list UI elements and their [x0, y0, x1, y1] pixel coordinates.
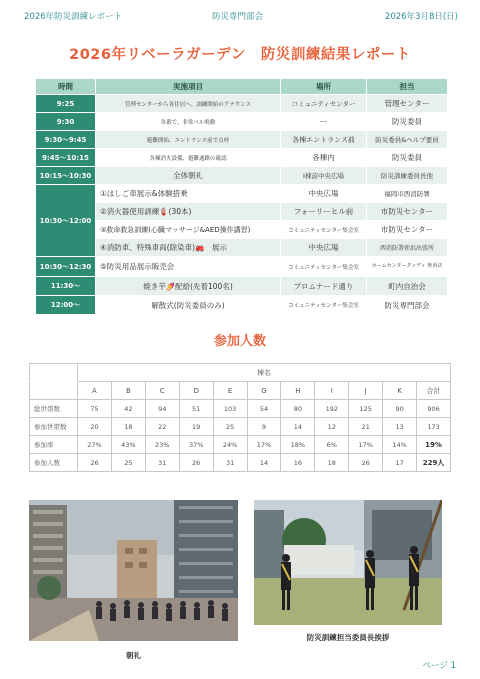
value-cell: 27%: [78, 436, 112, 454]
schedule-table: [35, 78, 448, 315]
value-cell: 37%: [179, 436, 213, 454]
column-header: K: [383, 382, 417, 400]
photo-caption-assembly: 朝礼: [126, 651, 141, 660]
participants-table: [29, 363, 451, 472]
column-header: A: [78, 382, 112, 400]
column-header: C: [145, 382, 179, 400]
value-cell: 31: [213, 454, 247, 472]
column-header: B: [111, 382, 145, 400]
value-cell: 906: [417, 400, 451, 418]
photo-caption-greeting: 防災訓練担当委員長挨拶: [306, 633, 390, 642]
corner-cell: [30, 364, 78, 382]
schedule-charge: 市防災センター: [367, 221, 448, 239]
value-cell: 54: [247, 400, 281, 418]
value-cell: 21: [349, 418, 383, 436]
value-cell: 14%: [383, 436, 417, 454]
table-row: [30, 400, 451, 418]
table-row: [36, 277, 448, 296]
table-row: [36, 131, 448, 149]
value-cell: 6%: [315, 436, 349, 454]
value-cell: 9: [247, 418, 281, 436]
page-number: ページ 1: [422, 661, 456, 671]
schedule-time: 12:00～: [36, 296, 96, 315]
table-row: [36, 296, 448, 315]
value-cell: 103: [213, 400, 247, 418]
column-header: G: [247, 382, 281, 400]
schedule-charge: 防災委員&ヘルプ要員: [367, 131, 448, 149]
schedule-charge: 市防災センター: [367, 203, 448, 221]
value-cell: 12: [315, 418, 349, 436]
value-cell: 26: [179, 454, 213, 472]
value-cell: 94: [145, 400, 179, 418]
value-cell: 19: [179, 418, 213, 436]
schedule-time: 9:30: [36, 113, 96, 131]
schedule-item: ②消火器使用訓練🧯(30本): [96, 203, 281, 221]
schedule-place: 中央広場: [281, 239, 367, 257]
chairperson-greeting-photo: [254, 500, 442, 625]
table-row: [30, 364, 451, 382]
participants-title: 参加人数: [213, 334, 266, 349]
row-label: 総世帯数: [30, 400, 78, 418]
value-cell: 80: [281, 400, 315, 418]
schedule-item: 管理センターから各住居へ、訓練開始のアナウンス: [96, 95, 281, 113]
value-cell: 42: [111, 400, 145, 418]
morning-assembly-photo: [29, 500, 238, 641]
schedule-item: 各番で、非常ベル鳴動: [96, 113, 281, 131]
page-header: [0, 10, 480, 24]
schedule-charge: ホームセンターグッディ 姪浜店: [367, 257, 448, 277]
schedule-time: 9:45～10:15: [36, 149, 96, 167]
schedule-place: フォーリーヒル前: [281, 203, 367, 221]
value-cell: 192: [315, 400, 349, 418]
schedule-place: プロムナード通り: [281, 277, 367, 296]
table-row: [36, 167, 448, 185]
value-cell: 31: [145, 454, 179, 472]
label-header: [30, 382, 78, 400]
table-row: [36, 239, 448, 257]
table-row: [30, 436, 451, 454]
value-cell: 26: [349, 454, 383, 472]
schedule-item: 各棟消火設備、避難通路の確認: [96, 149, 281, 167]
column-header: 合計: [417, 382, 451, 400]
value-cell: 75: [78, 400, 112, 418]
schedule-charge: 防災訓練委員長他: [367, 167, 448, 185]
value-cell: 90: [383, 400, 417, 418]
schedule-item: 避難開始、エントランス前で点呼: [96, 131, 281, 149]
value-cell: 43%: [111, 436, 145, 454]
value-cell: 14: [247, 454, 281, 472]
column-header: E: [213, 382, 247, 400]
schedule-item: 焼き芋🍠配給(先着100名): [96, 277, 281, 296]
value-cell: 19%: [417, 436, 451, 454]
value-cell: 24%: [213, 436, 247, 454]
report-label: 2026年防災訓練レポート: [24, 12, 123, 22]
schedule-place: コミュニティセンター: [281, 95, 367, 113]
value-cell: 20: [78, 418, 112, 436]
value-cell: 23%: [145, 436, 179, 454]
column-header: D: [179, 382, 213, 400]
schedule-item: ①はしご車展示&体験搭乗: [96, 185, 281, 203]
schedule-place: 中央広場: [281, 185, 367, 203]
page-title: 2026年リベーラガーデン 防災訓練結果レポート: [69, 47, 411, 63]
table-row: [36, 113, 448, 131]
table-row: [30, 454, 451, 472]
schedule-charge: 管理センター: [367, 95, 448, 113]
table-row: [30, 382, 451, 400]
schedule-time: 10:30～12:00: [36, 185, 96, 257]
schedule-item: ④消防車、特殊車両(除染車)🚒 展示: [96, 239, 281, 257]
schedule-charge: 町内自治会: [367, 277, 448, 296]
value-cell: 17%: [247, 436, 281, 454]
value-cell: 14: [281, 418, 315, 436]
table-row: [36, 95, 448, 113]
table-row: [36, 257, 448, 277]
schedule-charge: 防災専門部会: [367, 296, 448, 315]
table-row: [36, 149, 448, 167]
value-cell: 16: [281, 454, 315, 472]
schedule-header-time: 時間: [36, 79, 96, 95]
column-header: I: [315, 382, 349, 400]
value-cell: 18: [111, 418, 145, 436]
schedule-place: コミュニティセンター集会室: [281, 296, 367, 315]
schedule-charge: 福岡市西消防署: [367, 185, 448, 203]
row-label: 参加世帯数: [30, 418, 78, 436]
table-row: [36, 185, 448, 203]
value-cell: 18: [315, 454, 349, 472]
table-row: [30, 418, 451, 436]
schedule-place: コミュニティセンター集会室: [281, 257, 367, 277]
schedule-charge: 西消防署姪浜出張所: [367, 239, 448, 257]
table-row: [36, 203, 448, 221]
schedule-time: 9:30～9:45: [36, 131, 96, 149]
schedule-charge: 防災委員: [367, 113, 448, 131]
value-cell: 125: [349, 400, 383, 418]
value-cell: 229人: [417, 454, 451, 472]
value-cell: 22: [145, 418, 179, 436]
schedule-item: ③救命救急訓練(心臓マッサージ&AED操作講習): [96, 221, 281, 239]
schedule-time: 10:15～10:30: [36, 167, 96, 185]
schedule-time: 11:30～: [36, 277, 96, 296]
schedule-item: 解散式(防災委員のみ): [96, 296, 281, 315]
schedule-place: Ⅰ棟前中央広場: [281, 167, 367, 185]
schedule-time: 9:25: [36, 95, 96, 113]
table-row: [36, 221, 448, 239]
value-cell: 17%: [349, 436, 383, 454]
report-date: 2026年3月8日(日): [384, 12, 458, 22]
value-cell: 13: [383, 418, 417, 436]
value-cell: 25: [213, 418, 247, 436]
value-cell: 26: [78, 454, 112, 472]
schedule-place: ー: [281, 113, 367, 131]
value-cell: 18%: [281, 436, 315, 454]
value-cell: 173: [417, 418, 451, 436]
schedule-time: 10:30～12:30: [36, 257, 96, 277]
schedule-header-item: 実施項目: [96, 79, 281, 95]
schedule-header-place: 場所: [281, 79, 367, 95]
value-cell: 25: [111, 454, 145, 472]
row-label: 参加人数: [30, 454, 78, 472]
schedule-place: 各棟内: [281, 149, 367, 167]
schedule-item: ⑤防災用品展示販売会: [96, 257, 281, 277]
column-header: H: [281, 382, 315, 400]
row-label: 参加率: [30, 436, 78, 454]
schedule-item: 全体朝礼: [96, 167, 281, 185]
schedule-place: 各棟エントランス前: [281, 131, 367, 149]
column-header: J: [349, 382, 383, 400]
schedule-place: コミュニティセンター集会室: [281, 221, 367, 239]
value-cell: 17: [383, 454, 417, 472]
committee-label: 防災専門部会: [212, 12, 264, 22]
schedule-charge: 防災委員: [367, 149, 448, 167]
value-cell: 51: [179, 400, 213, 418]
schedule-header-charge: 担当: [367, 79, 448, 95]
group-header: 棟名: [78, 364, 451, 382]
